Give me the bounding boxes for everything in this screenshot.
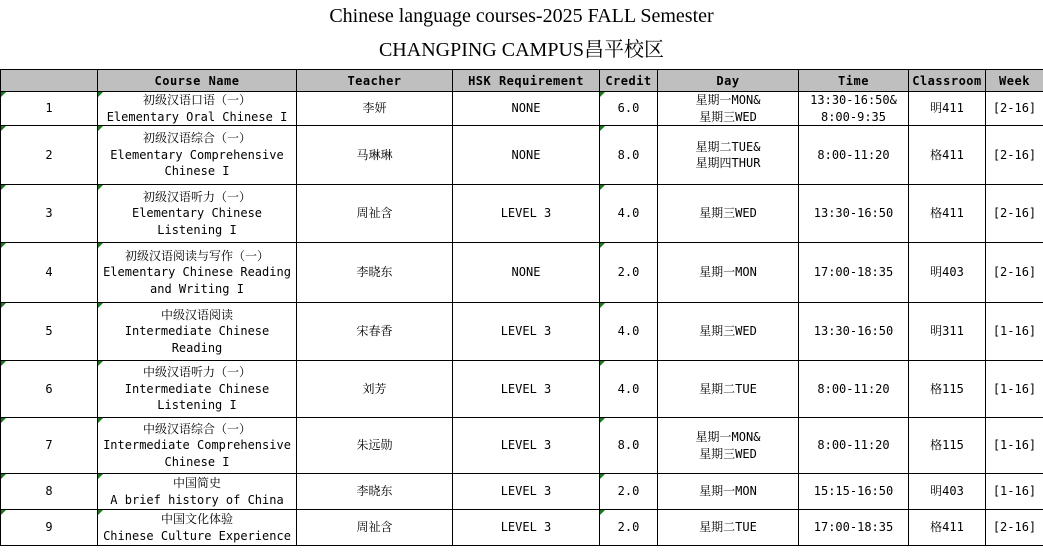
cell-teacher: 李晓东 — [297, 243, 453, 303]
cell-day — [658, 510, 799, 546]
cell-num: 7 — [1, 418, 98, 474]
header-credit: Credit — [600, 70, 658, 92]
cell-course-line: Chinese I — [164, 454, 230, 469]
cell-hsk: LEVEL 3 — [453, 303, 600, 361]
cell-day-line: 星期二TUE — [699, 381, 757, 396]
header-day: Day — [658, 70, 799, 92]
cell-hsk: NONE — [453, 126, 600, 185]
cell-credit: 6.0 — [600, 92, 658, 126]
cell-time-line: 8:00-11:20 — [817, 381, 890, 396]
header-time: Time — [799, 70, 909, 92]
cell-teacher: 周祉含 — [297, 185, 453, 243]
cell-credit: 4.0 — [600, 185, 658, 243]
cell-teacher: 周祉含 — [297, 510, 453, 546]
cell-course — [98, 126, 297, 185]
cell-course-line: Elementary Oral Chinese I — [106, 109, 288, 124]
cell-course-line: Chinese Culture Experience — [103, 528, 291, 543]
cell-teacher: 李妍 — [297, 92, 453, 126]
header-classroom: Classroom — [909, 70, 986, 92]
cell-day — [658, 243, 799, 303]
cell-teacher: 刘芳 — [297, 361, 453, 418]
cell-day-line: 星期一MON — [699, 484, 757, 499]
cell-course — [98, 361, 297, 418]
cell-num: 1 — [1, 92, 98, 126]
cell-day — [658, 92, 799, 126]
cell-day-line: 星期一MON — [699, 265, 757, 280]
cell-day-line: 星期三WED — [699, 109, 757, 124]
cell-course-line: Elementary Comprehensive — [110, 147, 284, 162]
cell-day — [658, 474, 799, 510]
table-row — [1, 361, 1043, 418]
cell-time — [799, 474, 909, 510]
table-row — [1, 243, 1043, 303]
cell-hsk: LEVEL 3 — [453, 185, 600, 243]
cell-hsk: LEVEL 3 — [453, 361, 600, 418]
header-number — [1, 70, 98, 92]
cell-course-line: Elementary Chinese Reading — [103, 265, 291, 280]
cell-day-line: 星期三WED — [699, 446, 757, 461]
cell-course — [98, 92, 297, 126]
cell-course-line: 初级汉语综合（一） — [142, 131, 251, 146]
cell-course — [98, 185, 297, 243]
cell-day-line: 星期二TUE — [699, 520, 757, 535]
cell-num: 5 — [1, 303, 98, 361]
cell-course-line: Intermediate Comprehensive — [103, 438, 291, 453]
cell-credit: 2.0 — [600, 243, 658, 303]
cell-course-line: Elementary Chinese — [131, 206, 263, 221]
cell-course-line: and Writing I — [150, 281, 244, 296]
cell-week: [2-16] — [986, 92, 1043, 126]
table-row — [1, 185, 1043, 243]
cell-day — [658, 126, 799, 185]
cell-time — [799, 361, 909, 418]
cell-course-line: 中国文化体验 — [160, 512, 233, 526]
cell-classroom: 格411 — [909, 185, 986, 243]
cell-day-line: 星期一MON& — [695, 430, 761, 444]
cell-week: [2-16] — [986, 126, 1043, 185]
header-week: Week — [986, 70, 1043, 92]
cell-day-line: 星期二TUE& — [695, 139, 761, 154]
cell-classroom: 格115 — [909, 418, 986, 474]
cell-num: 8 — [1, 474, 98, 510]
cell-time-line: 8:00-11:20 — [817, 147, 890, 162]
cell-course-line: Intermediate Chinese — [124, 381, 270, 396]
cell-course-line: 中级汉语阅读 — [160, 307, 233, 322]
cell-time-line: 17:00-18:35 — [813, 520, 894, 535]
cell-hsk: NONE — [453, 92, 600, 126]
header-row — [1, 70, 1043, 92]
cell-classroom: 明411 — [909, 92, 986, 126]
header-course-name: Course Name — [98, 70, 297, 92]
cell-time — [799, 92, 909, 126]
header-hsk-requirement: HSK Requirement — [453, 70, 600, 92]
cell-day — [658, 303, 799, 361]
cell-day-line: 星期一MON& — [695, 93, 761, 107]
table-row — [1, 474, 1043, 510]
cell-classroom: 明403 — [909, 474, 986, 510]
cell-time — [799, 510, 909, 546]
cell-credit: 2.0 — [600, 510, 658, 546]
cell-hsk: LEVEL 3 — [453, 474, 600, 510]
cell-week: [1-16] — [986, 303, 1043, 361]
cell-teacher: 宋春香 — [297, 303, 453, 361]
cell-time — [799, 418, 909, 474]
cell-course-line: 中级汉语听力（一） — [142, 365, 251, 380]
cell-num: 6 — [1, 361, 98, 418]
cell-week: [1-16] — [986, 474, 1043, 510]
cell-day-line: 星期四THUR — [695, 156, 761, 170]
cell-course-line: 中国简史 — [172, 476, 221, 490]
course-table — [0, 69, 1043, 546]
cell-teacher: 马琳琳 — [297, 126, 453, 185]
cell-course — [98, 303, 297, 361]
cell-credit: 4.0 — [600, 303, 658, 361]
cell-num: 3 — [1, 185, 98, 243]
cell-time — [799, 303, 909, 361]
cell-course — [98, 243, 297, 303]
table-row — [1, 126, 1043, 185]
cell-time — [799, 126, 909, 185]
cell-course-line: Chinese I — [164, 164, 230, 179]
cell-course-line: 初级汉语口语（一） — [142, 93, 251, 107]
cell-course — [98, 510, 297, 546]
table-row — [1, 92, 1043, 126]
cell-time-line: 13:30-16:50 — [813, 206, 894, 221]
cell-hsk: LEVEL 3 — [453, 418, 600, 474]
table-row — [1, 303, 1043, 361]
cell-classroom: 明403 — [909, 243, 986, 303]
cell-course — [98, 418, 297, 474]
cell-day — [658, 418, 799, 474]
cell-classroom: 格115 — [909, 361, 986, 418]
cell-day — [658, 361, 799, 418]
cell-num: 2 — [1, 126, 98, 185]
cell-time — [799, 243, 909, 303]
cell-teacher: 李晓东 — [297, 474, 453, 510]
cell-time-line: 15:15-16:50 — [813, 484, 894, 499]
cell-credit: 8.0 — [600, 418, 658, 474]
table-row — [1, 510, 1043, 546]
cell-time-line: 8:00-9:35 — [820, 109, 887, 124]
cell-course-line: Listening I — [157, 398, 237, 413]
cell-credit: 8.0 — [600, 126, 658, 185]
table-row — [1, 418, 1043, 474]
cell-course-line: 初级汉语阅读与写作（一） — [124, 248, 269, 263]
cell-credit: 4.0 — [600, 361, 658, 418]
cell-credit: 2.0 — [600, 474, 658, 510]
cell-day-line: 星期三WED — [699, 324, 757, 339]
cell-time-line: 8:00-11:20 — [817, 438, 890, 453]
cell-classroom: 格411 — [909, 126, 986, 185]
cell-classroom: 格411 — [909, 510, 986, 546]
cell-hsk: NONE — [453, 243, 600, 303]
cell-week: [2-16] — [986, 510, 1043, 546]
cell-hsk: LEVEL 3 — [453, 510, 600, 546]
cell-day-line: 星期三WED — [699, 206, 757, 221]
cell-day — [658, 185, 799, 243]
cell-week: [1-16] — [986, 418, 1043, 474]
page-title: Chinese language courses-2025 FALL Semester — [329, 5, 714, 27]
header-teacher: Teacher — [297, 70, 453, 92]
cell-course-line: A brief history of China — [110, 492, 284, 507]
cell-time-line: 13:30-16:50 — [813, 324, 894, 339]
cell-course-line: 中级汉语综合（一） — [142, 421, 251, 436]
cell-course-line: Reading — [171, 340, 223, 355]
cell-time-line: 17:00-18:35 — [813, 265, 894, 280]
cell-time-line: 13:30-16:50& — [810, 93, 897, 107]
cell-week: [2-16] — [986, 243, 1043, 303]
cell-teacher: 朱远勋 — [297, 418, 453, 474]
cell-course-line: 初级汉语听力（一） — [142, 189, 251, 204]
cell-num: 9 — [1, 510, 98, 546]
cell-time — [799, 185, 909, 243]
page-subtitle: CHANGPING CAMPUS昌平校区 — [378, 39, 665, 61]
cell-course-line: Listening I — [157, 222, 237, 237]
cell-week: [1-16] — [986, 361, 1043, 418]
cell-classroom: 明311 — [909, 303, 986, 361]
cell-num: 4 — [1, 243, 98, 303]
cell-course-line: Intermediate Chinese — [124, 324, 270, 339]
cell-course — [98, 474, 297, 510]
cell-week: [2-16] — [986, 185, 1043, 243]
